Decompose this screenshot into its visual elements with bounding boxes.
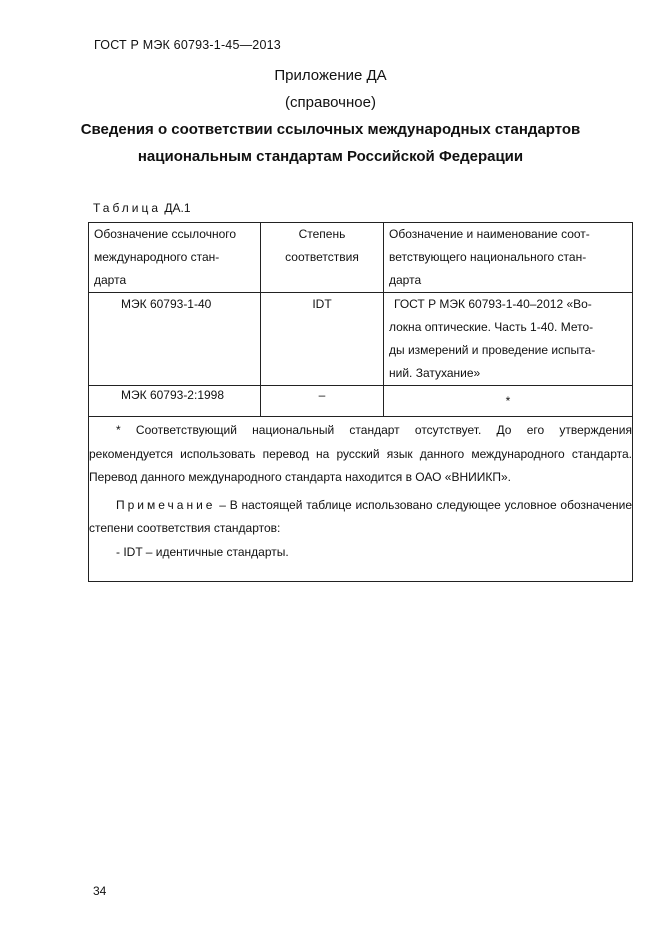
cell-national-line: локна оптические. Часть 1-40. Мето- (389, 320, 594, 334)
table-footnote-row (89, 417, 633, 582)
appendix-heading-line-2: национальным стандартам Российской Федерации (137, 148, 524, 165)
table-header-row (89, 223, 633, 293)
cell-national-line: ГОСТ Р МЭК 60793-1-40–2012 «Во- (394, 297, 592, 311)
note-text: – В настоящей таблице использовано следующее условное обозначение степени соответствия стандартов: (89, 497, 632, 535)
table-caption (93, 201, 191, 215)
cell-reference-text: МЭК 60793-1-40 (121, 297, 212, 311)
table-row (89, 386, 633, 417)
header-text-line: дарта (389, 273, 422, 287)
table-caption-id: ДА.1 (164, 201, 191, 215)
correspondence-table (88, 222, 633, 582)
header-text-line: международного стан- (94, 250, 220, 264)
cell-national-asterisk: * (505, 394, 511, 408)
header-cell-reference (89, 223, 261, 293)
document-header-code: ГОСТ Р МЭК 60793-1-45—2013 (94, 38, 281, 52)
header-cell-degree (261, 223, 384, 293)
header-cell-national (384, 223, 633, 293)
cell-reference (89, 293, 261, 386)
cell-degree-text: – (318, 388, 326, 402)
header-text-line: Обозначение ссылочного (94, 227, 237, 241)
cell-reference (89, 386, 261, 417)
header-text-line: ветствующего национального стан- (389, 250, 587, 264)
page-number: 34 (93, 884, 107, 898)
cell-reference-text: МЭК 60793-2:1998 (121, 388, 225, 402)
appendix-title: Приложение ДА (274, 67, 387, 84)
cell-degree-text: IDT (312, 297, 332, 311)
cell-national (384, 386, 633, 417)
table-caption-label: Таблица (93, 201, 162, 215)
note-label: Примечание (116, 497, 216, 512)
appendix-heading-line-1: Сведения о соответствии ссылочных международных стандартов (80, 121, 581, 138)
table-row (89, 293, 633, 386)
cell-degree (261, 386, 384, 417)
cell-national-line: ний. Затухание» (389, 366, 481, 380)
cell-national (384, 293, 633, 386)
header-text-line: дарта (94, 273, 127, 287)
note-item: - IDT – идентичные стандарты. (116, 544, 289, 559)
footnote-text: * Соответствующий национальный стандарт отсутствует. До его утверждения рекомендуется использовать перевод на русский язык данного международного стандарта. Перевод данного международного стандарта находится в ОАО «ВНИИКП». (89, 423, 632, 484)
footnote-cell (89, 417, 633, 582)
header-text-line: соответствия (285, 250, 359, 264)
header-text-line: Степень (298, 227, 346, 241)
cell-degree (261, 293, 384, 386)
header-text-line: Обозначение и наименование соот- (389, 227, 590, 241)
cell-national-line: ды измерений и проведение испыта- (389, 343, 596, 357)
table-note (89, 494, 632, 541)
appendix-subtitle: (справочное) (285, 94, 376, 111)
